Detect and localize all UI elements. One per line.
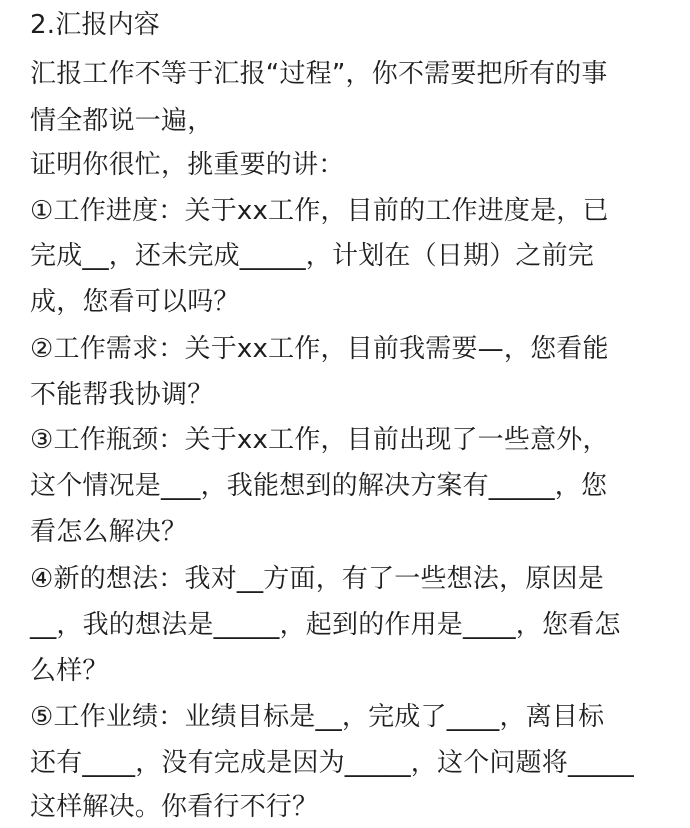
text-line: ⑤工作业绩：业绩目标是__，完成了____，离目标 <box>30 702 605 732</box>
text-line: 情全都说一遍， <box>30 106 214 136</box>
text-line: 这样解决。你看行不行？ <box>30 792 319 822</box>
text-line: 证明你很忙，挑重要的讲： <box>30 150 345 180</box>
text-line: __，我的想法是_____，起到的作用是____，您看怎 <box>30 610 621 640</box>
text-line: ①工作进度：关于xx工作，目前的工作进度是，已 <box>30 196 609 226</box>
section-heading: 2.汇报内容 <box>30 10 161 40</box>
text-line: ④新的想法：我对__方面，有了一些想法，原因是 <box>30 564 604 594</box>
text-line: 不能帮我协调？ <box>30 380 214 410</box>
text-line: 汇报工作不等于汇报“过程”，你不需要把所有的事 <box>30 59 608 89</box>
text-line: 这个情况是___，我能想到的解决方案有_____，您 <box>30 471 608 501</box>
text-line: ②工作需求：关于xx工作，目前我需要—，您看能 <box>30 334 609 364</box>
text-line: 还有____，没有完成是因为_____，这个问题将_____ <box>30 748 635 778</box>
text-line: ③工作瓶颈：关于xx工作，目前出现了一些意外， <box>30 425 609 455</box>
text-line: 完成__，还未完成_____，计划在（日期）之前完 <box>30 241 595 271</box>
text-line: 成，您看可以吗？ <box>30 287 240 317</box>
text-line: 看怎么解决？ <box>30 517 188 547</box>
text-line: 么样？ <box>30 656 109 686</box>
